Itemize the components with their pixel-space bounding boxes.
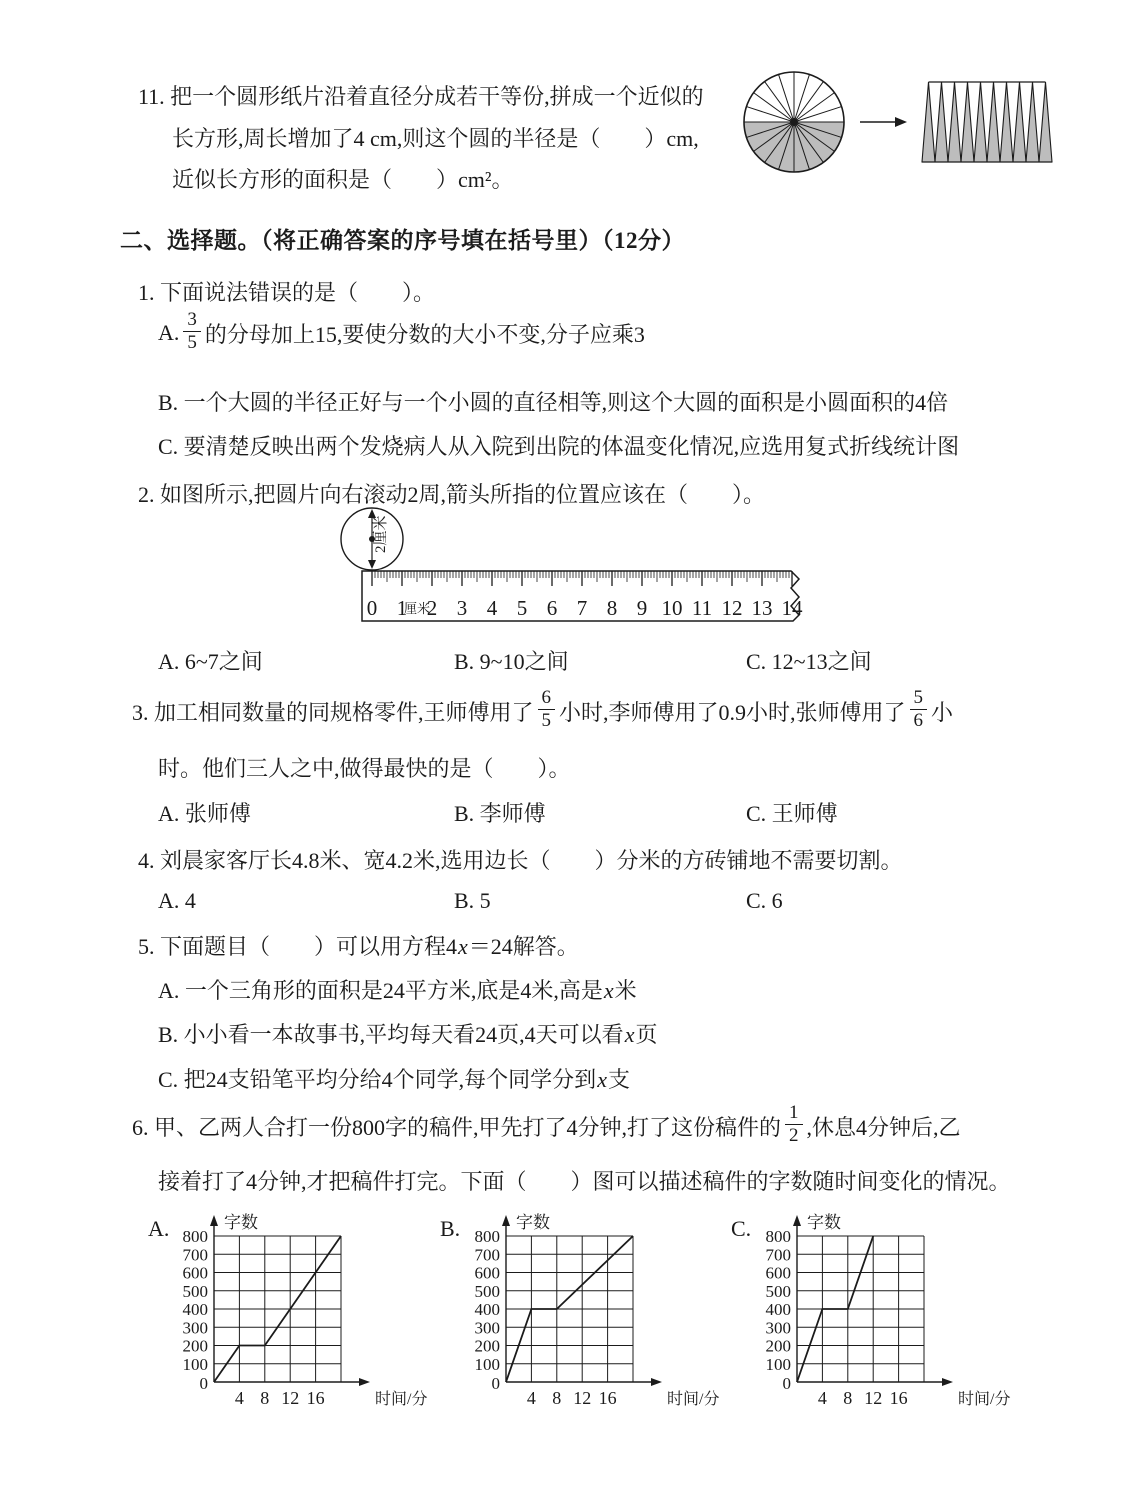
- svg-text:6: 6: [546, 596, 558, 620]
- svg-text:16: 16: [306, 1388, 325, 1408]
- question-5-option-b: B. 小小看一本故事书,平均每天看24页,4天可以看x页: [158, 1022, 658, 1047]
- question-4-stem: 4. 刘晨家客厅长4.8米、宽4.2米,选用边长（ ）分米的方砖铺地不需要切割。: [138, 848, 903, 873]
- svg-text:300: 300: [765, 1318, 791, 1338]
- svg-text:12: 12: [573, 1388, 592, 1408]
- question-4-option-a: A. 4: [158, 888, 196, 913]
- svg-text:700: 700: [474, 1245, 500, 1265]
- svg-text:500: 500: [474, 1281, 500, 1301]
- svg-text:800: 800: [182, 1227, 208, 1246]
- svg-text:600: 600: [765, 1263, 791, 1283]
- svg-text:4: 4: [486, 596, 498, 620]
- question-5-stem: 5. 下面题目（ ）可以用方程4x＝24解答。: [138, 934, 579, 959]
- svg-text:500: 500: [182, 1281, 208, 1301]
- chart-a-plot: [158, 1212, 448, 1422]
- svg-text:400: 400: [182, 1300, 208, 1319]
- question-6-line-2: 接着打了4分钟,才把稿件打完。下面（ ）图可以描述稿件的字数随时间变化的情况。: [158, 1169, 1011, 1194]
- svg-text:厘米: 厘米: [403, 601, 431, 616]
- svg-text:8: 8: [843, 1388, 853, 1408]
- svg-text:9: 9: [636, 596, 648, 620]
- chart-b-plot: [450, 1212, 740, 1422]
- svg-text:200: 200: [182, 1336, 208, 1356]
- chart-option-a: [148, 1212, 448, 1427]
- question-5-option-c: C. 把24支铅笔平均分给4个同学,每个同学分到x支: [158, 1067, 630, 1092]
- question-2-option-a: A. 6~7之间: [158, 649, 263, 674]
- circle-and-ruler-figure: [332, 503, 812, 627]
- svg-text:8: 8: [260, 1388, 270, 1408]
- svg-text:字数: 字数: [807, 1213, 841, 1232]
- chart-option-b: [440, 1212, 740, 1427]
- question-1-stem: 1. 下面说法错误的是（ ）。: [138, 280, 436, 305]
- svg-text:2: 2: [426, 596, 438, 620]
- svg-text:12: 12: [721, 596, 743, 620]
- svg-text:13: 13: [751, 596, 773, 620]
- circle-to-rectangle-figure: [742, 60, 1072, 188]
- question-11-line-1: 11. 把一个圆形纸片沿着直径分成若干等份,拼成一个近似的: [138, 84, 704, 109]
- question-3-option-c: C. 王师傅: [746, 801, 838, 826]
- svg-text:字数: 字数: [224, 1213, 258, 1232]
- svg-text:200: 200: [474, 1336, 500, 1356]
- svg-text:14: 14: [781, 596, 803, 620]
- svg-text:400: 400: [765, 1300, 791, 1319]
- question-3-line-1: 3. 加工相同数量的同规格零件,王师傅用了 $\frac{6}{5}$ 小时,李师傅用了0.9小时,张师傅用了 $\frac{5}{6}$ 小: [132, 686, 954, 731]
- svg-text:5: 5: [516, 596, 528, 620]
- svg-text:时间/分: 时间/分: [958, 1391, 1011, 1408]
- svg-text:0: 0: [199, 1374, 208, 1393]
- question-2-option-b: B. 9~10之间: [454, 649, 569, 674]
- question-3-option-a: A. 张师傅: [158, 801, 251, 826]
- svg-text:8: 8: [552, 1388, 562, 1408]
- svg-text:100: 100: [474, 1354, 500, 1374]
- svg-text:11: 11: [691, 596, 713, 620]
- chart-option-c: [731, 1212, 1031, 1427]
- chart-b-label: B.: [440, 1216, 461, 1241]
- svg-text:300: 300: [474, 1318, 500, 1338]
- svg-text:700: 700: [182, 1245, 208, 1265]
- question-2-stem: 2. 如图所示,把圆片向右滚动2周,箭头所指的位置应该在（ ）。: [138, 482, 766, 507]
- svg-text:时间/分: 时间/分: [375, 1391, 428, 1408]
- question-11-line-2: 长方形,周长增加了4 cm,则这个圆的半径是（ ）cm,: [172, 126, 699, 151]
- svg-text:2厘米: 2厘米: [373, 515, 389, 553]
- svg-text:300: 300: [182, 1318, 208, 1338]
- question-1-option-b: B. 一个大圆的半径正好与一个小圆的直径相等,则这个大圆的面积是小圆面积的4倍: [158, 390, 949, 415]
- section-2-header: 二、选择题。（将正确答案的序号填在括号里）（12分）: [120, 228, 685, 253]
- svg-text:600: 600: [474, 1263, 500, 1283]
- question-5-option-a: A. 一个三角形的面积是24平方米,底是4米,高是x米: [158, 978, 637, 1003]
- svg-text:16: 16: [598, 1388, 617, 1408]
- svg-text:100: 100: [765, 1354, 791, 1374]
- question-4-option-b: B. 5: [454, 888, 491, 913]
- svg-text:字数: 字数: [516, 1213, 550, 1232]
- svg-text:0: 0: [782, 1374, 791, 1393]
- svg-text:12: 12: [864, 1388, 883, 1408]
- svg-text:16: 16: [889, 1388, 908, 1408]
- svg-text:4: 4: [817, 1388, 827, 1408]
- svg-text:4: 4: [526, 1388, 536, 1408]
- svg-text:4: 4: [234, 1388, 244, 1408]
- chart-c-label: C.: [731, 1216, 752, 1241]
- svg-text:800: 800: [765, 1227, 791, 1246]
- svg-text:3: 3: [456, 596, 468, 620]
- svg-text:1: 1: [396, 596, 408, 620]
- svg-text:0: 0: [366, 596, 378, 620]
- svg-text:600: 600: [182, 1263, 208, 1283]
- svg-text:200: 200: [765, 1336, 791, 1356]
- svg-text:500: 500: [765, 1281, 791, 1301]
- svg-text:800: 800: [474, 1227, 500, 1246]
- question-4-option-c: C. 6: [746, 888, 783, 913]
- chart-c-plot: [741, 1212, 1031, 1422]
- question-1-option-a: A. $\frac{3}{5}$ 的分母加上15,要使分数的大小不变,分子应乘3: [158, 308, 645, 353]
- svg-text:0: 0: [491, 1374, 500, 1393]
- question-1-option-c: C. 要清楚反映出两个发烧病人从入院到出院的体温变化情况,应选用复式折线统计图: [158, 434, 960, 459]
- chart-a-label: A.: [148, 1216, 170, 1241]
- question-2-option-c: C. 12~13之间: [746, 649, 872, 674]
- svg-text:时间/分: 时间/分: [667, 1391, 720, 1408]
- svg-text:7: 7: [576, 596, 588, 620]
- svg-text:10: 10: [661, 596, 683, 620]
- question-6-line-1: 6. 甲、乙两人合打一份800字的稿件,甲先打了4分钟,打了这份稿件的 $\frac{1}{2}$ ,休息4分钟后,乙: [132, 1101, 961, 1146]
- question-3-line-2: 时。他们三人之中,做得最快的是（ ）。: [158, 756, 571, 781]
- svg-text:8: 8: [606, 596, 618, 620]
- question-11-line-3: 近似长方形的面积是（ ）cm²。: [172, 167, 514, 192]
- question-3-option-b: B. 李师傅: [454, 801, 546, 826]
- svg-text:400: 400: [474, 1300, 500, 1319]
- svg-text:12: 12: [281, 1388, 300, 1408]
- svg-text:700: 700: [765, 1245, 791, 1265]
- svg-text:100: 100: [182, 1354, 208, 1374]
